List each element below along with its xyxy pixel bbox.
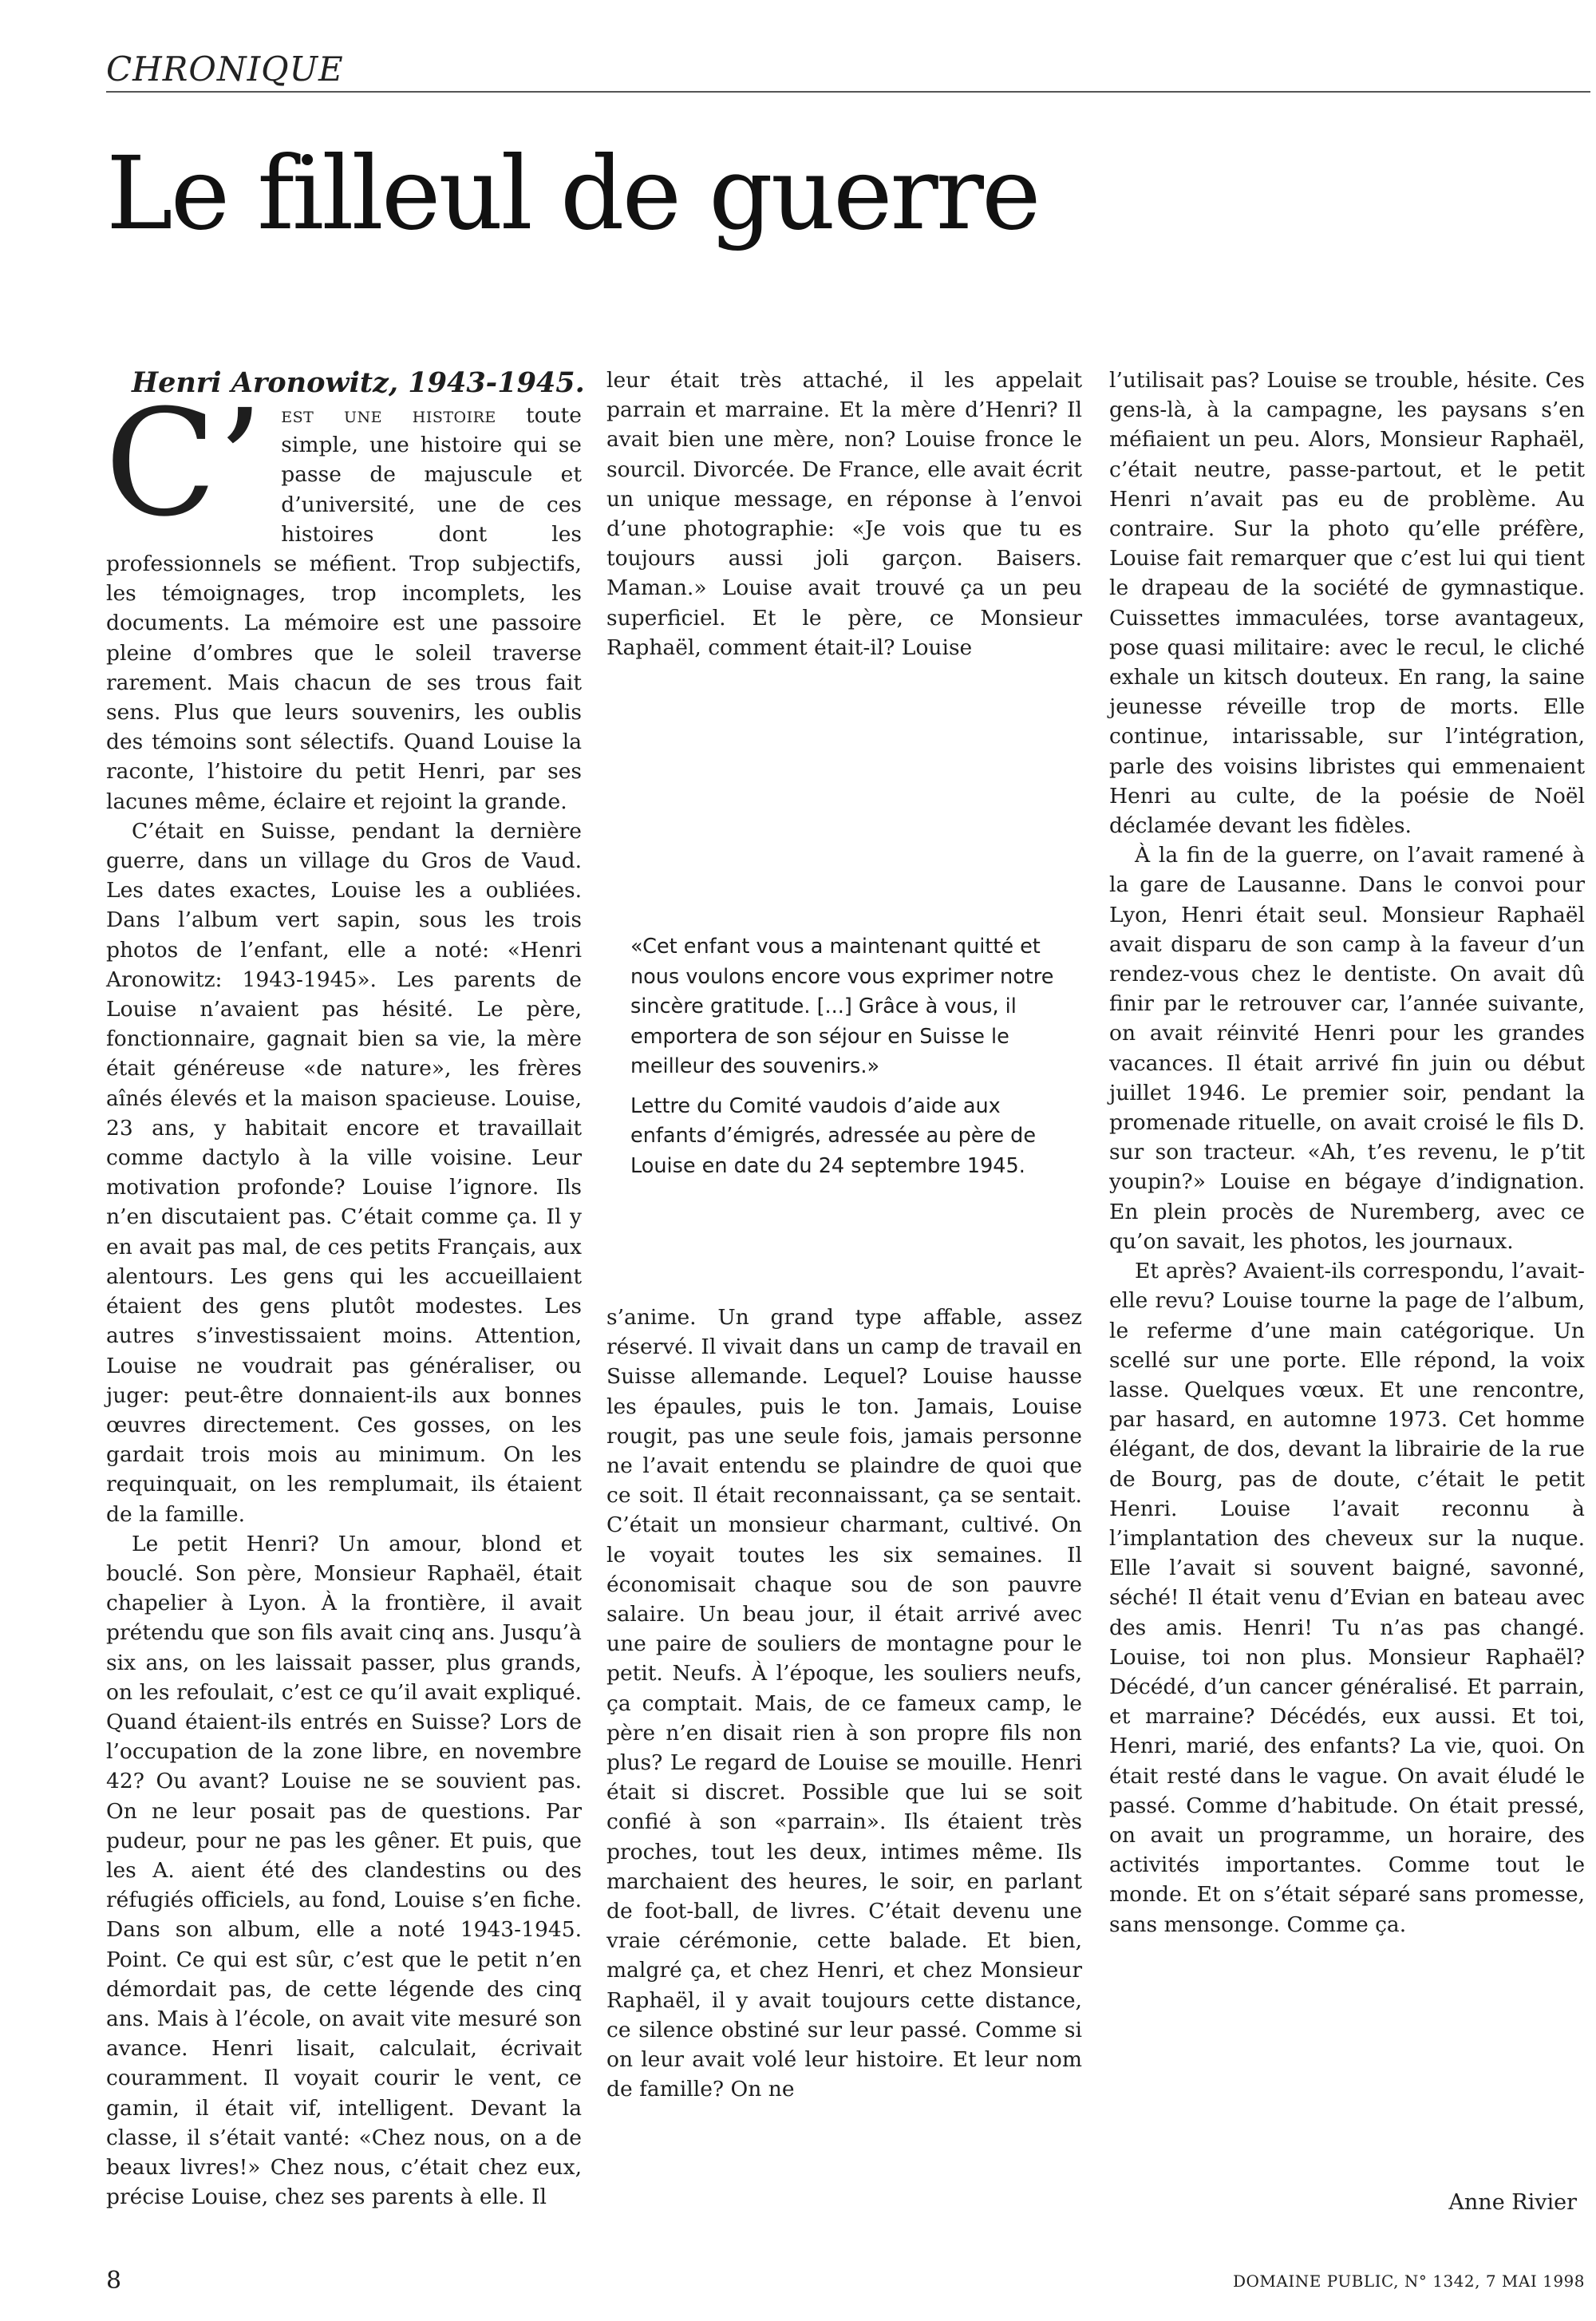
page-number: 8 [106,2267,122,2295]
paragraph-3-end: l’utilisait pas? Louise se trouble, hésite. Ces gens-là, à la campagne, les paysans s’en méfiaient un peu. Alors, Monsieur Raphaël, c’était neutre, passe-partout, et le petit Henri n’avait pas eu de problème. Au contraire. Sur la photo qu’elle préfère, Louise fait remarquer que c’est lui qui tient le drapeau de la société de gymnastique. Cuissettes immaculées, torse avantageux, pose quasi militaire: avec le recul, le cliché exhale un kitsch douteux. En rang, la saine jeunesse réveille trop de morts. Elle continue, intarissable, sur l’intégration, parle des voisins libristes qui emmenaient Henri au culte, de la poésie de Noël déclamée devant les fidèles. [1109,368,1585,839]
author-signature: Anne Rivier [1448,2190,1577,2215]
paragraph-4: À la fin de la guerre, on l’avait ramené à la gare de Lausanne. Dans le convoi pour Lyon, Henri était seul. Monsieur Raphaël avait disparu de son camp à la faveur d’un rendez-vous chez le dentiste. On avait dû finir par le retrouver car, l’année suivante, on avait réinvité Henri pour les grandes vacances. Il était arrivé fin juin ou début juillet 1946. Le premier soir, pendant la promenade rituelle, on avait croisé le fils D. sur son tracteur. «Ah, t’es revenu, le p’tit youpin?» Louise en bégaye d’indignation. En plein procès de Nuremberg, avec ce qu’on savait, les photos, les journaux. [1109,843,1585,1254]
article-column-2-upper [606,366,1082,662]
pull-quote [630,932,1058,1191]
article-title: Le filleul de guerre [106,135,1039,252]
article-subtitle: Henri Aronowitz, 1943-1945. [132,366,585,399]
publication-footer: DOMAINE PUBLIC, N° 1342, 7 MAI 1998 [1233,2272,1585,2291]
article-column-1 [105,366,585,2212]
paragraph-1-text: toute simple, une histoire qui se passe de majuscule et d’université, une de ces histoires dont les professionnels se méfient. Trop subjectifs, les témoignages, trop incomplets, les documents. La mémoire est une passoire pleine d’ombres que le soleil traverse rarement. Mais chacun de ses trous fait sens. Plus que leurs souvenirs, les oublis des témoins sont sélectifs. Quand Louise la raconte, l’histoire du petit Henri, par ses lacunes même, éclaire et rejoint la grande. [106,403,582,814]
pull-quote-source: Lettre du Comité vaudois d’aide aux enfants d’émigrés, adressée au père de Louise en date du 24 septembre 1945. [630,1093,1037,1178]
article-column-3 [1109,366,1585,1939]
paragraph-3: Le petit Henri? Un amour, blond et bouclé. Son père, Monsieur Raphaël, était chapelier à Lyon. À la frontière, il avait prétendu que son fils avait cinq ans. Jusqu’à six ans, on les laissait passer, plus grands, on les refoulait, c’est ce qu’il avait expliqué. Quand étaient-ils entrés en Suisse? Lors de l’occupation de la zone libre, en novembre 42? Ou avant? Louise ne se souvient pas. On ne leur posait pas de questions. Par pudeur, pour ne pas les gêner. Et puis, que les A. aient été des clandestins ou des réfugiés officiels, au fond, Louise s’en fiche. Dans son album, elle a noté 1943-1945. Point. Ce qui est sûr, c’est que le petit n’en démordait pas, de cette légende des cinq ans. Mais à l’école, on avait vite mesuré son avance. Henri lisait, calculait, écrivait couramment. Il voyait courir le vent, ce gamin, il était vif, intelligent. Devant la classe, il s’était vanté: «Chez nous, on a de beaux livres!» Chez nous, c’était chez eux, précise Louise, chez ses parents à elle. Il [106,1531,582,2210]
pull-quote-text: «Cet enfant vous a maintenant quitté et nous voulons encore vous exprimer notre sincère gratitude. [...] Grâce à vous, il emportera de son séjour en Suisse le meilleur des souvenirs.» [630,935,1054,1078]
lead-in: est une histoire [281,403,496,428]
section-label: CHRONIQUE [106,49,344,89]
paragraph-3-part-2: leur était très attaché, il les appelait parrain et marraine. Et la mère d’Henri? Il avait bien une mère, non? Louise fronce le sourcil. Divorcée. De France, elle avait écrit un unique message, en réponse à l’envoi d’une photographie: «Je vois que tu es toujours aussi joli garçon. Baisers. Maman.» Louise avait trouvé ça un peu superficiel. Et le père, ce Monsieur Raphaël, comment était-il? Louise [606,368,1082,660]
header-rule [106,91,1590,93]
article-column-2-lower [606,1303,1082,2104]
paragraph-5: Et après? Avaient-ils correspondu, l’avait-elle revu? Louise tourne la page de l’album, le referme d’une main catégorique. Un scellé sur une porte. Elle répond, la voix lasse. Quelques vœux. Et une rencontre, par hasard, en automne 1973. Cet homme élégant, de dos, devant la librairie de la rue de Bourg, pas de doute, c’était le petit Henri. Louise l’avait reconnu à l’implantation des cheveux sur la nuque. Elle l’avait si souvent baigné, savonné, séché! Il était venu d’Evian en bateau avec des amis. Henri! Tu n’as pas changé. Louise, toi non plus. Monsieur Raphaël? Décédé, d’un cancer généralisé. Et parrain, et marraine? Décédés, eux aussi. Et toi, Henri, marié, des enfants? La vie, quoi. On était resté dans le vague. On avait éludé le passé. Comme d’habitude. On était pressé, on avait un programme, un horaire, des activités importantes. Comme tout le monde. Et on s’était séparé sans promesse, sans mensonge. Comme ça. [1109,1259,1585,1937]
drop-cap: C’ [105,378,264,549]
paragraph-2: C’était en Suisse, pendant la dernière guerre, dans un village du Gros de Vaud. Les dates exactes, Louise les a oubliées. Dans l’album vert sapin, sous les trois photos de l’enfant, elle a noté: «Henri Aronowitz: 1943-1945». Les parents de Louise n’avaient pas hésité. Le père, fonctionnaire, gagnait bien sa vie, la mère était généreuse «de nature», les frères aînés élevés et la maison spacieuse. Louise, 23 ans, y habitait encore et travaillait comme dactylo à la ville voisine. Leur motivation profonde? Louise l’ignore. Ils n’en discutaient pas. C’était comme ça. Il y en avait pas mal, de ces petits Français, aux alentours. Les gens qui les accueillaient étaient des gens plutôt modestes. Les autres s’investissaient moins. Attention, Louise ne voudrait pas généraliser, ou juger: peut-être donnaient-ils aux bonnes œuvres directement. Ces gosses, on les gardait trois mois au minimum. On les requinquait, on les remplumait, ils étaient de la famille. [106,818,582,1527]
paragraph-3-continued: s’anime. Un grand type affable, assez réservé. Il vivait dans un camp de travail en Suisse allemande. Lequel? Louise hausse les épaules, puis le ton. Jamais, Louise rougit, pas une seule fois, jamais personne ne l’avait entendu se plaindre de quoi que ce soit. Il était reconnaissant, ça se sentait. C’était un monsieur charmant, cultivé. On le voyait toutes les six semaines. Il économisait chaque sou de son pauvre salaire. Un beau jour, il était arrivé avec une paire de souliers de montagne pour le petit. Neufs. À l’époque, les souliers neufs, ça comptait. Mais, de ce fameux camp, le père n’en disait rien à son propre fils non plus? Le regard de Louise se mouille. Henri était si discret. Possible que lui se soit confié à son «parrain». Ils étaient très proches, tout les deux, intimes même. Ils marchaient des heures, le soir, en parlant de foot-ball, de livres. C’était devenu une vraie cérémonie, cette balade. Et bien, malgré ça, et chez Henri, et chez Monsieur Raphaël, il y avait toujours cette distance, ce silence obstiné sur leur passé. Comme si on leur avait volé leur histoire. Et leur nom de famille? On ne [606,1305,1082,2102]
